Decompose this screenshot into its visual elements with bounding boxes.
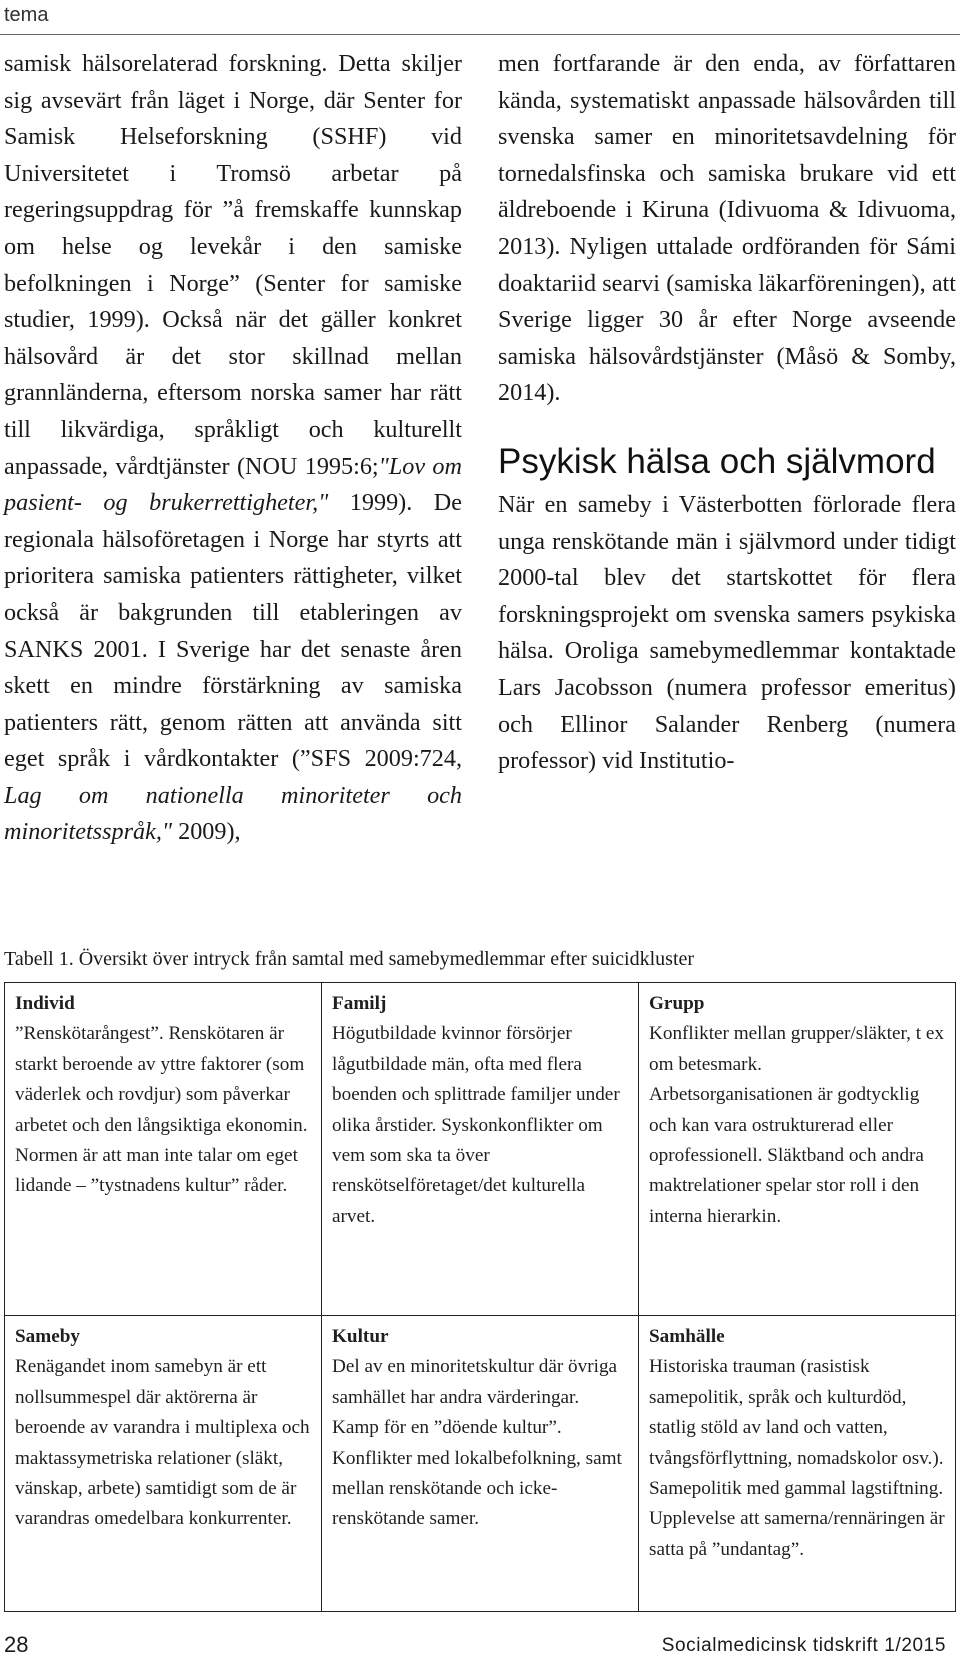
table-cell-sameby	[5, 1316, 322, 1612]
table-cell-kultur	[322, 1316, 639, 1612]
section-header	[0, 0, 960, 30]
table-row	[5, 983, 956, 1316]
right-paragraph-2: När en sameby i Västerbotten förlorade flera unga renskötande män i självmord under tidigt 2000-tal blev det startskottet för flera forskningsprojekt om svenska samers psykiska hälsa. Oroliga samebymedlemmar kontaktade Lars Jacobsson (numera professor emeritus) och Ellinor Salander Renberg (numera professor) vid Institutio-	[498, 490, 956, 775]
section-label: tema	[4, 4, 49, 26]
journal-name: Socialmedicinsk tidskrift 1/2015	[661, 1635, 946, 1656]
cell-title: Grupp	[649, 993, 705, 1014]
table-cell-individ	[5, 983, 322, 1316]
left-text-1: samisk hälsorelaterad forskning. Detta skiljer sig avsevärt från läget i Norge, där Senter for Samisk Helseforskning (SSHF) vid Universitetet i Tromsö arbetar på regeringsuppdrag för ”å fremskaffe kunnskap om helse og levekår i den samiske befolkningen i Norge” (Senter for samiske studier, 1999). Också när det gäller konkret hälsovård är det stor skillnad mellan grannländerna, eftersom norska samer har rätt till likvärdiga, språkligt och kulturellt anpassade, vårdtjänster (NOU 1995:6;	[4, 50, 462, 480]
cell-title: Individ	[15, 993, 75, 1014]
cell-title: Kultur	[332, 1326, 389, 1347]
cell-title: Sameby	[15, 1326, 81, 1347]
cell-title: Samhälle	[649, 1326, 725, 1347]
right-text-column	[498, 46, 956, 780]
cell-body: Renägandet inom samebyn är ett nollsummespel där aktörerna är beroende av varandra i multiplexa och maktassymetriska relationer (släkt, vänskap, arbete) samtidigt som de är varandras omedelbara konkurrenter.	[15, 1356, 310, 1530]
page-number: 28	[4, 1632, 29, 1657]
left-italic-citation-1: "Lov om pasient- og brukerrettigheter,"	[4, 452, 462, 517]
table-cell-samhalle	[639, 1316, 956, 1612]
cell-body: ”Renskötarångest”. Renskötaren är starkt beroende av yttre faktorer (som väderlek och rovdjur) som påverkar arbetet och den långsiktiga ekonomin. Normen är att man inte talar om eget lidande – ”tystnadens kultur” råder.	[15, 1023, 308, 1197]
cell-body: Del av en minoritetskultur där övriga samhället har andra värderingar. Kamp för en ”döende kultur”. Konflikter med lokalbefolkning, samt mellan renskötande och icke-renskötande samer.	[332, 1356, 622, 1530]
left-text-3: 2009),	[172, 818, 241, 846]
cell-body: Högutbildade kvinnor försörjer lågutbildade män, ofta med flera boenden och splittrade familjer under olika årstider. Syskonkonflikter om vem som ska ta över renskötselföretaget/det kulturella arvet.	[332, 1023, 620, 1227]
table-cell-grupp	[639, 983, 956, 1316]
cell-body: Historiska trauman (rasistisk samepolitik, språk och kulturdöd, statlig stöld av land och vatten, tvångsförflyttning, nomadskolor osv.). Samepolitik med gammal lagstiftning. Upplevelse att samerna/rennäringen är satta på ”undantag”.	[649, 1356, 945, 1560]
right-paragraph-1: men fortfarande är den enda, av författaren kända, systematiskt anpassade hälsovården till svenska samer en minoritetsavdelning för tornedalsfinska och samiska brukare vid ett äldreboende i Kiruna (Idivuoma & Idivuoma, 2013). Nyligen uttalade ordföranden för Sámi doaktariid searvi (samiska läkarföreningen), att Sverige ligger 30 år efter Norge avseende samiska hälsovårdstjänster (Måsö & Somby, 2014).	[498, 50, 956, 407]
cell-body: Konflikter mellan grupper/släkter, t ex om betesmark. Arbetsorganisationen är godtycklig och kan vara ostrukturerad eller oprofessionell. Släktband och andra maktrelationer spelar stor roll i den interna hierarkin.	[649, 1023, 944, 1227]
cell-title: Familj	[332, 993, 387, 1014]
table-cell-familj	[322, 983, 639, 1316]
header-rule	[0, 34, 960, 35]
section-heading: Psykisk hälsa och självmord	[498, 441, 936, 481]
left-text-2: 1999). De regionala hälsoföretagen i Norge har styrts att prioritera samiska patienters rättigheter, vilket också är bakgrunden till etableringen av SANKS 2001. I Sverige har det senaste åren skett en mindre förstärkning av samiska patienters rätt, genom rätten att använda sitt eget språk i vårdkontakter (”SFS 2009:724,	[4, 489, 462, 773]
left-italic-citation-2: Lag om nationella minoriteter och minoritetsspråk,"	[4, 781, 462, 846]
left-paragraph	[4, 46, 462, 851]
page-footer	[0, 1630, 960, 1660]
table-row	[5, 1316, 956, 1612]
overview-table	[4, 982, 956, 1612]
left-text-column	[4, 46, 462, 851]
table-caption: Tabell 1. Översikt över intryck från samtal med samebymedlemmar efter suicidkluster	[4, 948, 695, 970]
